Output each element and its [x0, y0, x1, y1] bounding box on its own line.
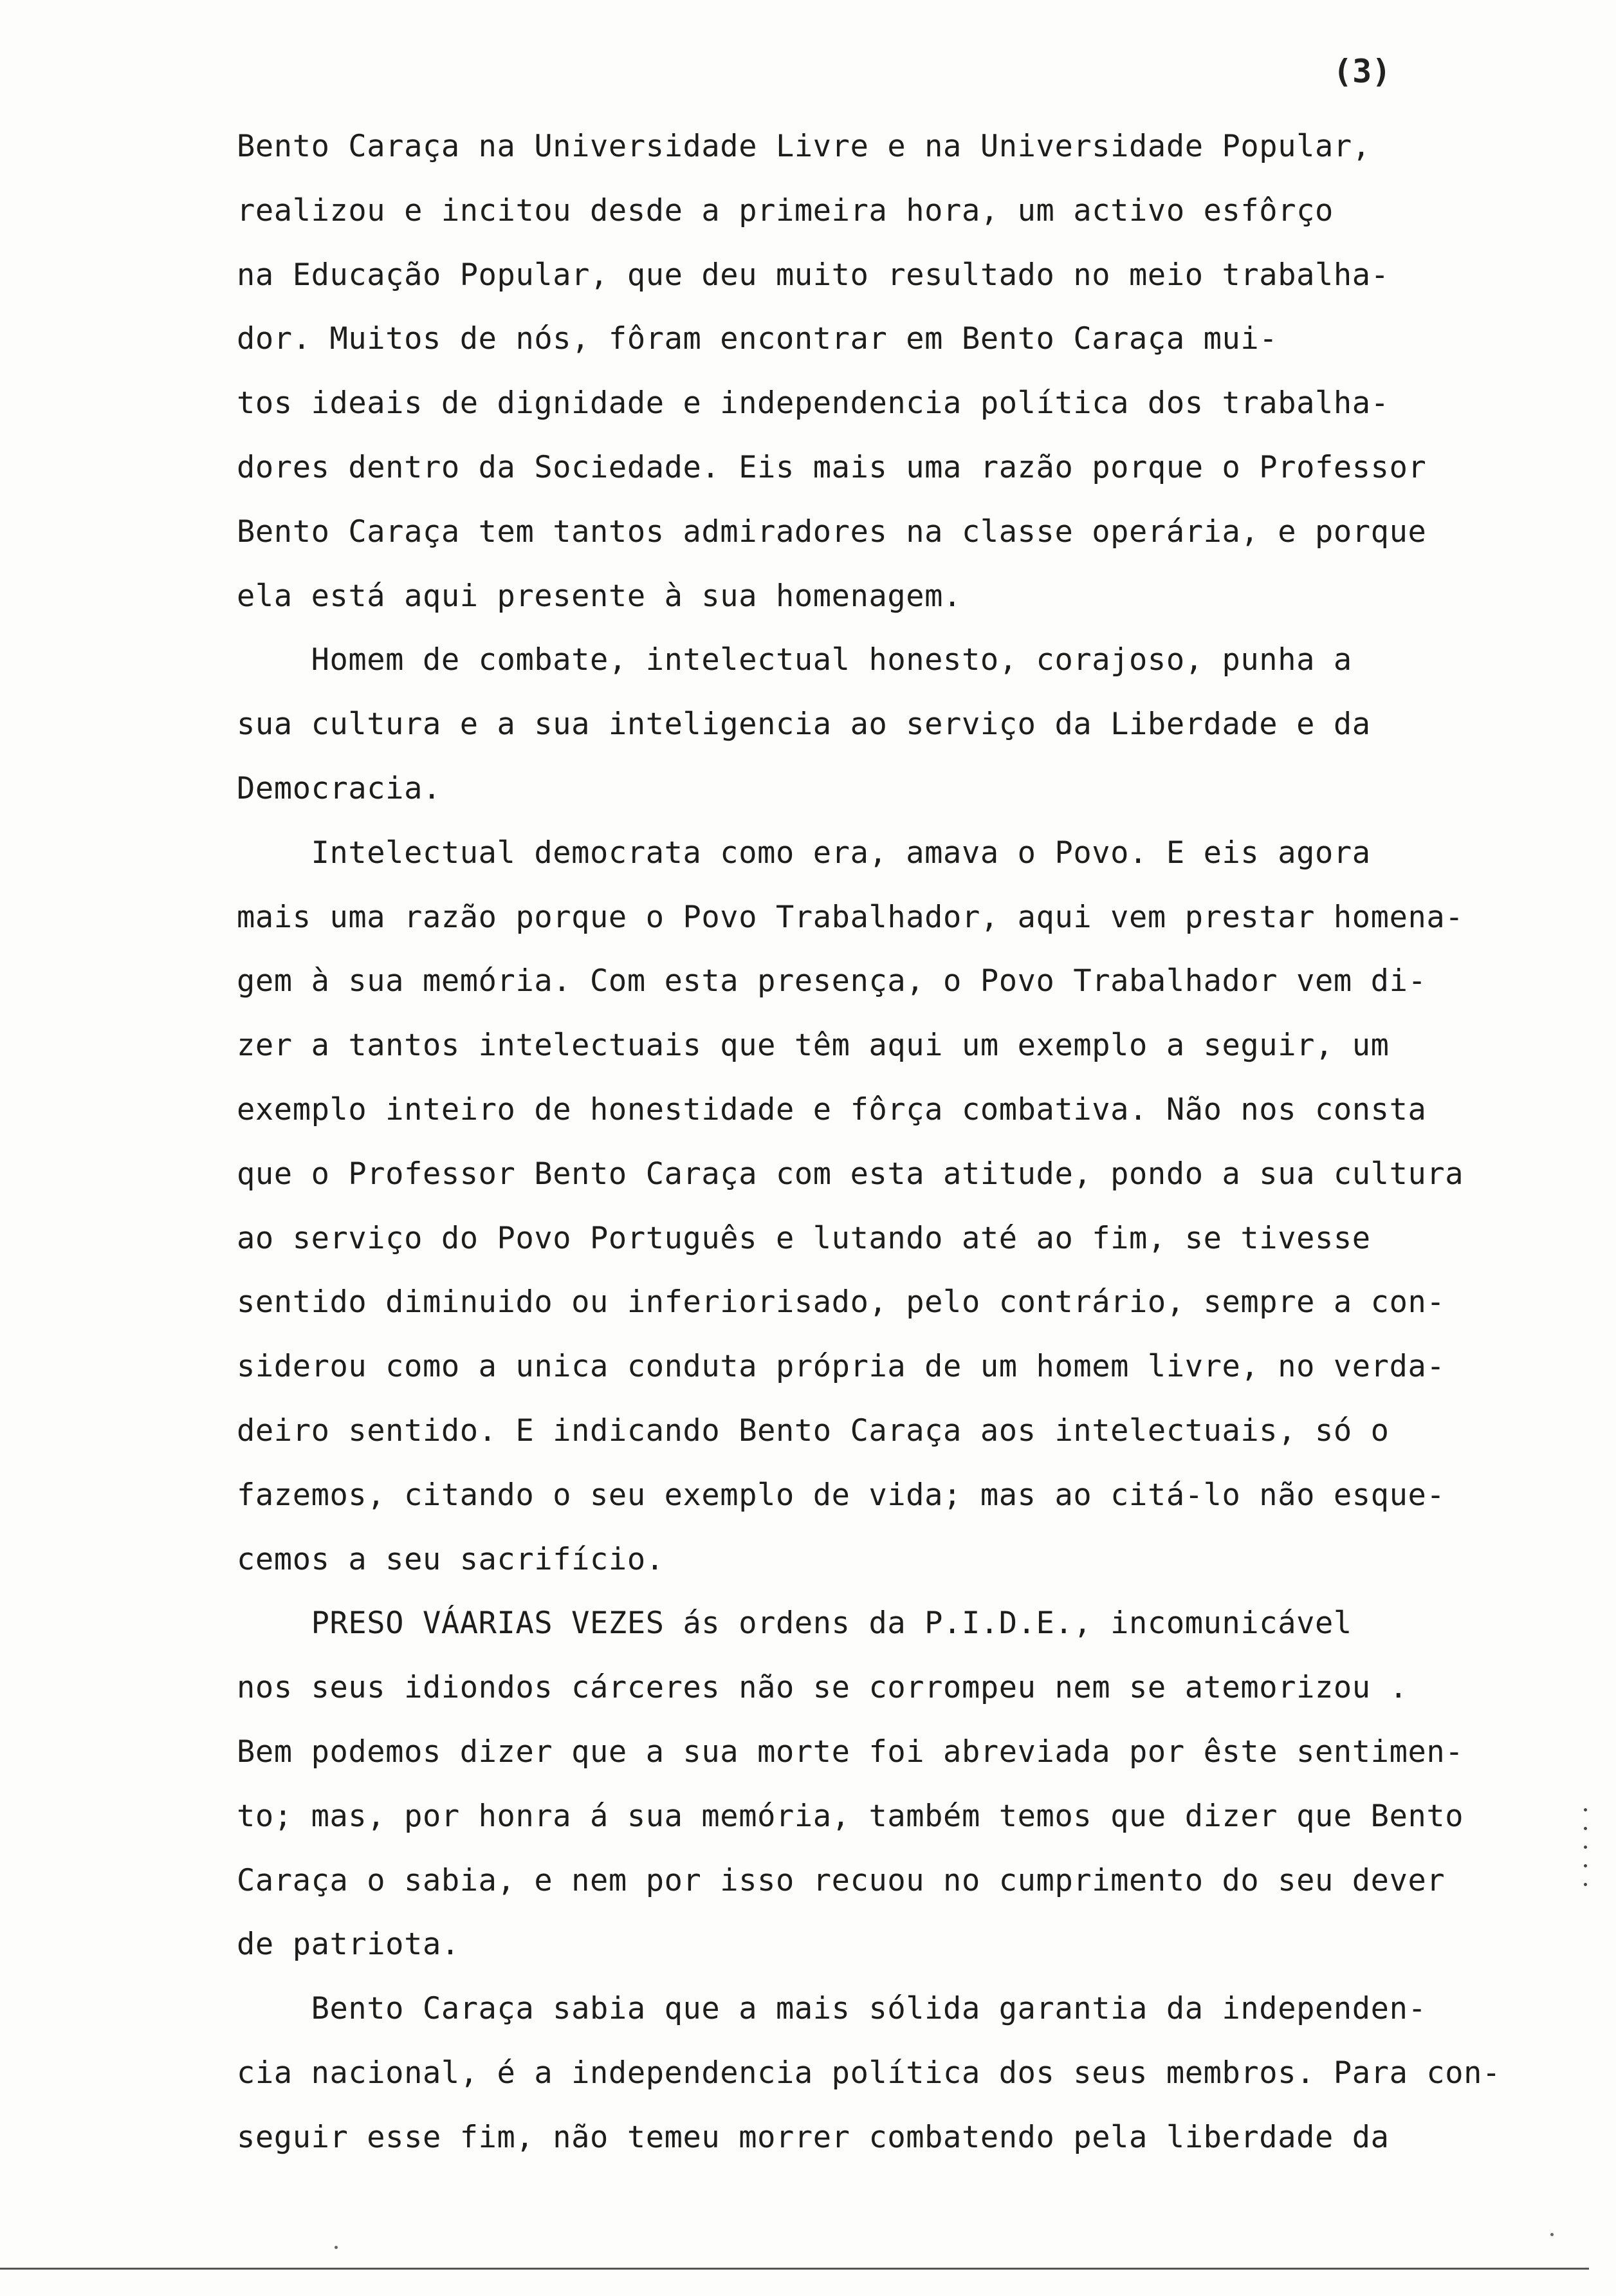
text-line: fazemos, citando o seu exemplo de vida; mas ao citá-lo não esque- [237, 1477, 1446, 1513]
text-line: exemplo inteiro de honestidade e fôrça combativa. Não nos consta [237, 1091, 1427, 1127]
margin-dot [1584, 1883, 1587, 1886]
body-text [237, 115, 1549, 2170]
text-line: Bem podemos dizer que a sua morte foi abreviada por êste sentimen- [237, 1734, 1464, 1770]
text-line: nos seus idiondos cárceres não se corrompeu nem se atemorizou . [237, 1670, 1408, 1706]
text-line: realizou e incitou desde a primeira hora, um activo esfôrço [237, 192, 1334, 228]
text-line: Bento Caraça na Universidade Livre e na Universidade Popular, [237, 129, 1371, 164]
text-line: PRESO VÁARIAS VEZES ás ordens da P.I.D.E., incomunicável [237, 1606, 1352, 1642]
text-line: tos ideais de dignidade e independencia política dos trabalha- [237, 385, 1390, 421]
text-line: de patriota. [237, 1927, 460, 1963]
text-line: seguir esse fim, não temeu morrer combatendo pela liberdade da [237, 2119, 1390, 2155]
text-line: sua cultura e a sua inteligencia ao serviço da Liberdade e da [237, 707, 1371, 743]
margin-dot [1584, 1827, 1587, 1830]
text-line: Bento Caraça sabia que a mais sólida garantia da independen- [237, 1991, 1427, 2027]
text-line: Bento Caraça tem tantos admiradores na classe operária, e porque [237, 514, 1427, 550]
margin-dot [1584, 1808, 1587, 1811]
text-line: cemos a seu sacrifício. [237, 1541, 665, 1577]
margin-dot [1584, 1864, 1587, 1867]
margin-dot [1584, 1846, 1587, 1849]
text-line: cia nacional, é a independencia política dos seus membros. Para con- [237, 2055, 1501, 2091]
text-line: zer a tantos intelectuais que têm aqui um exemplo a seguir, um [237, 1028, 1390, 1064]
margin-marks [1584, 1808, 1590, 1902]
text-line: to; mas, por honra á sua memória, também temos que dizer que Bento [237, 1798, 1464, 1834]
text-line: Intelectual democrata como era, amava o Povo. E eis agora [237, 835, 1371, 871]
text-line: dores dentro da Sociedade. Eis mais uma razão porque o Professor [237, 449, 1427, 485]
text-line: dor. Muitos de nós, fôram encontrar em Bento Caraça mui- [237, 321, 1278, 357]
text-line: Homem de combate, intelectual honesto, corajoso, punha a [237, 642, 1352, 678]
text-line: sentido diminuido ou inferiorisado, pelo contrário, sempre a con- [237, 1284, 1446, 1320]
text-line: deiro sentido. E indicando Bento Caraça aos intelectuais, só o [237, 1412, 1390, 1449]
page-bottom-edge [0, 2268, 1589, 2270]
scan-speck [1550, 2233, 1554, 2236]
page-number: (3) [1333, 53, 1391, 90]
text-line: na Educação Popular, que deu muito resultado no meio trabalha- [237, 257, 1390, 293]
text-line: que o Professor Bento Caraça com esta atitude, pondo a sua cultura [237, 1156, 1464, 1192]
text-line: Democracia. [237, 770, 441, 806]
text-line: ela está aqui presente à sua homenagem. [237, 578, 962, 614]
text-line: siderou como a unica conduta própria de um homem livre, no verda- [237, 1349, 1446, 1385]
scan-speck [335, 2246, 338, 2249]
text-line: Caraça o sabia, e nem por isso recuou no cumprimento do seu dever [237, 1862, 1446, 1898]
text-line: mais uma razão porque o Povo Trabalhador, aqui vem prestar homena- [237, 899, 1464, 935]
text-line: ao serviço do Povo Português e lutando até ao fim, se tivesse [237, 1220, 1371, 1256]
text-line: gem à sua memória. Com esta presença, o Povo Trabalhador vem di- [237, 963, 1427, 999]
